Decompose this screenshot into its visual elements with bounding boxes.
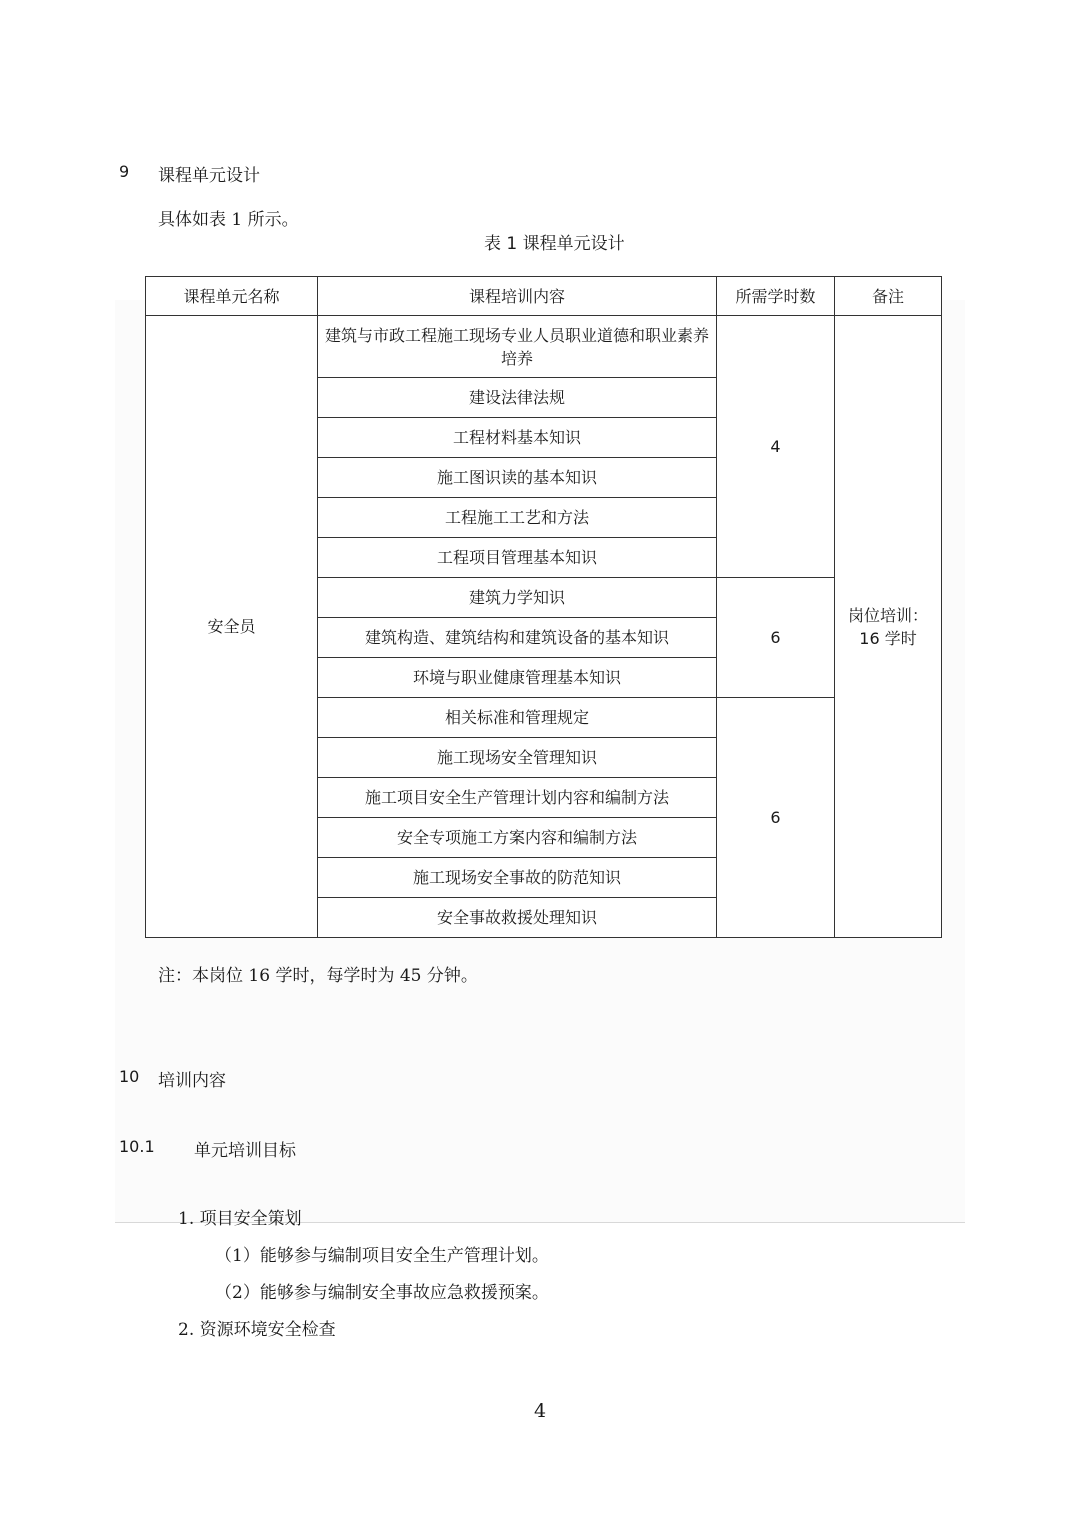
content-cell: 工程项目管理基本知识 bbox=[318, 538, 717, 578]
list-item-1: 1. 项目安全策划 bbox=[178, 1209, 302, 1229]
header-remark: 备注 bbox=[835, 277, 942, 316]
content-cell: 建筑构造、建筑结构和建筑设备的基本知识 bbox=[318, 618, 717, 658]
content-cell: 建筑力学知识 bbox=[318, 578, 717, 618]
content-cell: 施工项目安全生产管理计划内容和编制方法 bbox=[318, 778, 717, 818]
content-cell: 施工图识读的基本知识 bbox=[318, 458, 717, 498]
section-9-title: 课程单元设计 bbox=[158, 166, 260, 186]
hours-cell: 6 bbox=[717, 578, 835, 698]
content-cell: 相关标准和管理规定 bbox=[318, 698, 717, 738]
unit-name-cell: 安全员 bbox=[146, 316, 318, 938]
content-cell: 施工现场安全管理知识 bbox=[318, 738, 717, 778]
section-9-number: 9 bbox=[119, 162, 130, 181]
content-cell: 工程材料基本知识 bbox=[318, 418, 717, 458]
content-cell: 建设法律法规 bbox=[318, 378, 717, 418]
table-caption: 表 1 课程单元设计 bbox=[484, 234, 625, 254]
content-cell: 环境与职业健康管理基本知识 bbox=[318, 658, 717, 698]
content-cell: 安全专项施工方案内容和编制方法 bbox=[318, 818, 717, 858]
content-cell: 工程施工工艺和方法 bbox=[318, 498, 717, 538]
list-item-1-sub-1: （1）能够参与编制项目安全生产管理计划。 bbox=[215, 1246, 549, 1266]
section-10-number: 10 bbox=[119, 1067, 140, 1086]
header-content: 课程培训内容 bbox=[318, 277, 717, 316]
intro-text: 具体如表 1 所示。 bbox=[158, 210, 299, 230]
remark-line-1: 岗位培训： bbox=[847, 605, 928, 625]
section-10-title: 培训内容 bbox=[158, 1071, 226, 1091]
content-cell: 施工现场安全事故的防范知识 bbox=[318, 858, 717, 898]
section-10-1-number: 10.1 bbox=[119, 1137, 155, 1156]
header-unit-name: 课程单元名称 bbox=[146, 277, 318, 316]
table-header-row bbox=[146, 277, 942, 316]
list-item-1-sub-2: （2）能够参与编制安全事故应急救援预案。 bbox=[215, 1283, 549, 1303]
content-cell: 建筑与市政工程施工现场专业人员职业道德和职业素养培养 bbox=[318, 316, 717, 378]
content-cell: 安全事故救援处理知识 bbox=[318, 898, 717, 938]
section-10-1-title: 单元培训目标 bbox=[194, 1141, 296, 1161]
hours-cell: 4 bbox=[717, 316, 835, 578]
table-row bbox=[146, 316, 942, 378]
header-hours: 所需学时数 bbox=[717, 277, 835, 316]
table-note: 注：本岗位 16 学时，每学时为 45 分钟。 bbox=[158, 966, 478, 986]
remark-cell bbox=[835, 316, 942, 938]
list-item-2: 2. 资源环境安全检查 bbox=[178, 1320, 336, 1340]
remark-line-2: 16 学时 bbox=[859, 628, 917, 648]
hours-cell: 6 bbox=[717, 698, 835, 938]
course-unit-table bbox=[145, 276, 942, 938]
page-number: 4 bbox=[533, 1400, 547, 1422]
